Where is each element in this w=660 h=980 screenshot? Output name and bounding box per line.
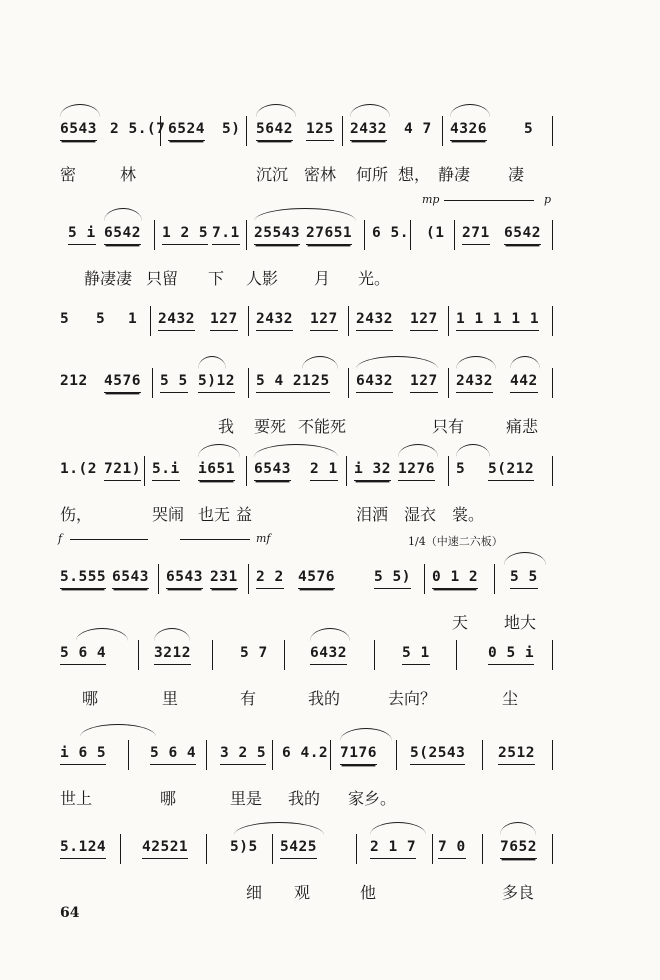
dynamic-mark: mf: [256, 532, 271, 545]
lyric: 只有: [432, 417, 465, 436]
note-group: 1 1 1 1 1: [456, 308, 539, 331]
note-group: 6543: [254, 458, 291, 481]
lyric: 尘: [502, 689, 519, 708]
note-group: 6524: [168, 118, 205, 141]
lyric: 我: [218, 417, 235, 436]
lyric: 有: [240, 689, 257, 708]
barline: [552, 834, 553, 864]
note-group: 5 7: [240, 645, 268, 661]
note-group: 6543: [112, 566, 149, 589]
dynamic-mark: p: [544, 193, 552, 206]
barline: [246, 456, 247, 486]
barline: [552, 220, 553, 250]
note-group: 5 5): [374, 566, 411, 589]
barline: [552, 640, 553, 670]
note-group: 5): [222, 121, 241, 137]
note-group: 231: [210, 566, 238, 589]
barline: [448, 368, 449, 398]
barline: [212, 640, 213, 670]
note-group: 5 1: [402, 642, 430, 665]
lyric: 凄: [508, 165, 525, 184]
note-group: 6542: [504, 222, 541, 245]
note-group: 1: [128, 311, 138, 327]
lyric: 哪: [160, 789, 177, 808]
lyric: 月: [314, 269, 331, 288]
note-group: 127: [410, 370, 438, 393]
crescendo-hairpin: [180, 539, 250, 540]
barline: [396, 740, 397, 770]
lyric: 沉沉: [256, 165, 289, 184]
lyric: 静凄凄: [84, 269, 133, 288]
slur: [60, 104, 100, 117]
note-group: 2432: [256, 308, 293, 331]
barline: [348, 306, 349, 336]
note-group: 5 6 4: [150, 742, 196, 765]
barline: [364, 220, 365, 250]
note-group: 2 5.(7: [110, 121, 166, 137]
dynamic-mark: mp: [422, 193, 440, 206]
note-group: 3212: [154, 642, 191, 665]
barline: [442, 116, 443, 146]
note-group: 125: [302, 370, 330, 393]
note-group: 6432: [356, 370, 393, 393]
note-group: 5)12: [198, 370, 235, 393]
barline: [248, 306, 249, 336]
barline: [248, 564, 249, 594]
lyric: 里是: [230, 789, 263, 808]
barline: [448, 456, 449, 486]
note-group: 6543: [166, 566, 203, 589]
tempo-marking: 1/4（中速二六板）: [408, 535, 503, 548]
note-group: 6543: [60, 118, 97, 141]
decrescendo-hairpin: [70, 539, 148, 540]
lyric: 细: [246, 883, 263, 902]
note-group: 721): [104, 458, 141, 481]
barline: [248, 368, 249, 398]
lyric: 裳。: [452, 505, 485, 524]
lyric: 痛悲: [506, 417, 539, 436]
barline: [374, 640, 375, 670]
note-group: 4326: [450, 118, 487, 141]
lyric: 泪洒: [356, 505, 389, 524]
note-group: 5.124: [60, 836, 106, 859]
note-group: 5.i: [152, 458, 180, 481]
note-group: (1: [426, 225, 445, 241]
note-group: 212: [60, 373, 88, 389]
note-group: 2 1 7: [370, 836, 416, 859]
note-group: 2 2: [256, 566, 284, 589]
lyric: 世上: [60, 789, 93, 808]
barline: [272, 740, 273, 770]
barline: [482, 740, 483, 770]
barline: [410, 220, 411, 250]
note-group: 6 5.: [372, 225, 409, 241]
barline: [206, 834, 207, 864]
slur: [256, 104, 296, 117]
lyric: 去向？: [388, 689, 437, 708]
barline: [246, 220, 247, 250]
score-system: [58, 836, 558, 956]
note-group: 7652: [500, 836, 537, 859]
barline: [158, 564, 159, 594]
note-group: 25543: [254, 222, 300, 245]
dynamic-mark: f: [58, 532, 63, 545]
barline: [284, 640, 285, 670]
lyric: 我的: [288, 789, 321, 808]
score-system: [58, 458, 558, 578]
note-group: 271: [462, 222, 490, 245]
note-group: 5: [96, 311, 106, 327]
lyric: 里: [162, 689, 179, 708]
note-group: 42521: [142, 836, 188, 859]
barline: [272, 834, 273, 864]
lyric: 林: [120, 165, 137, 184]
lyric: 观: [294, 883, 311, 902]
lyric: 想，: [398, 165, 431, 184]
note-group: 5425: [280, 836, 317, 859]
note-group: 5 6 4: [60, 642, 106, 665]
barline: [552, 740, 553, 770]
lyric: 他: [360, 883, 377, 902]
barline: [138, 640, 139, 670]
lyric: 不能死: [298, 417, 347, 436]
barline: [330, 740, 331, 770]
barline: [448, 306, 449, 336]
barline: [348, 368, 349, 398]
barline: [356, 834, 357, 864]
barline: [552, 306, 553, 336]
lyric: 人影: [246, 269, 279, 288]
note-group: 2432: [456, 370, 493, 393]
barline: [144, 456, 145, 486]
note-group: 7.1: [212, 222, 240, 245]
lyric: 多良: [502, 883, 535, 902]
note-group: 127: [310, 308, 338, 331]
barline: [552, 368, 553, 398]
lyric: 益: [236, 505, 253, 524]
lyric: 也无: [198, 505, 231, 524]
note-group: i651: [198, 458, 235, 481]
barline: [454, 220, 455, 250]
note-group: 2512: [498, 742, 535, 765]
lyric: 密林: [304, 165, 337, 184]
lyric: 静凄: [438, 165, 471, 184]
note-group: 6542: [104, 222, 141, 245]
note-group: 5: [456, 461, 466, 477]
barline: [432, 834, 433, 864]
note-group: 127: [210, 308, 238, 331]
lyric: 光。: [358, 269, 391, 288]
lyric: 何所: [356, 165, 389, 184]
note-group: 125: [306, 118, 334, 141]
barline: [482, 834, 483, 864]
note-group: 127: [410, 308, 438, 331]
lyric: 下: [208, 269, 225, 288]
note-group: 7176: [340, 742, 377, 765]
lyric: 家乡。: [348, 789, 397, 808]
lyric: 哪: [82, 689, 99, 708]
note-group: 4 7: [404, 121, 432, 137]
note-group: 7 0: [438, 836, 466, 859]
note-group: 1 2 5: [162, 222, 208, 245]
note-group: 6432: [310, 642, 347, 665]
page-number: 64: [60, 905, 80, 921]
note-group: 3 2 5: [220, 742, 266, 765]
lyric: 要死: [254, 417, 287, 436]
decrescendo-hairpin: [444, 200, 534, 201]
barline: [456, 640, 457, 670]
note-group: 5: [60, 311, 70, 327]
barline: [342, 116, 343, 146]
barline: [552, 456, 553, 486]
note-group: 5642: [256, 118, 293, 141]
barline: [494, 564, 495, 594]
lyric: 伤，: [60, 505, 93, 524]
note-group: i 32: [354, 458, 391, 481]
lyric: 我的: [308, 689, 341, 708]
note-group: i 6 5: [60, 742, 106, 765]
barline: [154, 220, 155, 250]
note-group: 5(212: [488, 458, 534, 481]
barline: [552, 116, 553, 146]
note-group: 5 i: [68, 222, 96, 245]
note-group: 5 5: [510, 566, 538, 589]
barline: [150, 306, 151, 336]
note-group: 27651: [306, 222, 352, 245]
lyric: 密: [60, 165, 77, 184]
barline: [120, 834, 121, 864]
barline: [346, 456, 347, 486]
note-group: 5.555: [60, 566, 106, 589]
barline: [424, 564, 425, 594]
barline: [160, 116, 161, 146]
barline: [246, 116, 247, 146]
note-group: 2 1: [310, 458, 338, 481]
note-group: 2432: [350, 118, 387, 141]
lyric: 哭闹: [152, 505, 185, 524]
lyric: 地大: [504, 613, 537, 632]
note-group: 5)5: [230, 839, 258, 855]
barline: [206, 740, 207, 770]
lyric: 只留: [146, 269, 179, 288]
note-group: 5 5: [160, 370, 188, 393]
lyric: 湿衣: [404, 505, 437, 524]
slur: [450, 104, 490, 117]
lyric: 天: [452, 613, 469, 632]
note-group: 5: [524, 121, 534, 137]
note-group: 0 5 i: [488, 642, 534, 665]
note-group: 0 1 2: [432, 566, 478, 589]
slur: [350, 104, 390, 117]
note-group: 5(2543: [410, 742, 465, 765]
note-group: 6 4.2: [282, 745, 329, 761]
note-group: 4576: [104, 370, 141, 393]
barline: [152, 368, 153, 398]
note-group: 2432: [356, 308, 393, 331]
note-group: 442: [510, 370, 538, 393]
note-group: 5 4 2: [256, 370, 302, 393]
note-group: 4576: [298, 566, 335, 589]
note-group: 1.(2: [60, 461, 97, 477]
note-group: 1276: [398, 458, 435, 481]
note-group: 2432: [158, 308, 195, 331]
barline: [128, 740, 129, 770]
